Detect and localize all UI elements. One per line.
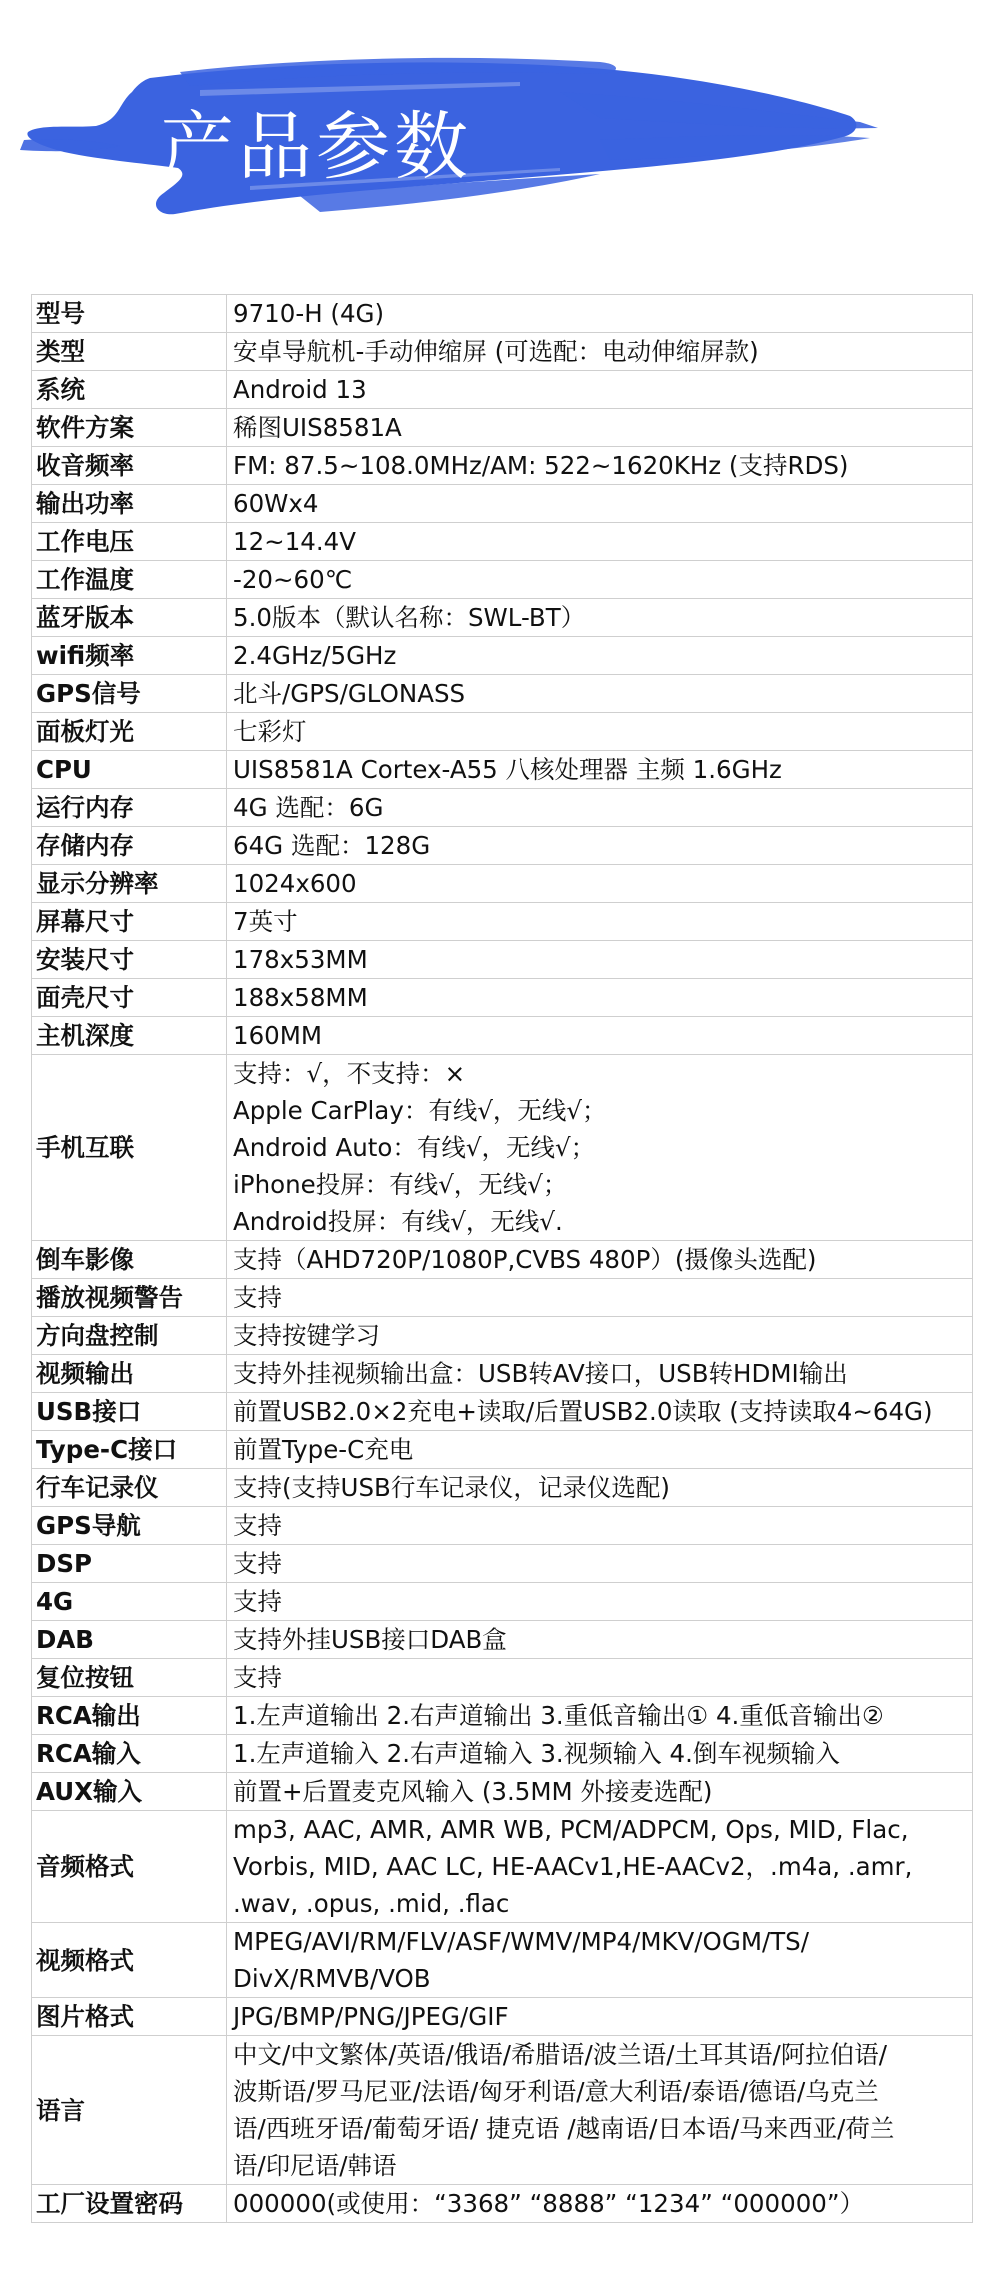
spec-row bbox=[32, 485, 973, 523]
spec-label: 复位按钮 bbox=[32, 1659, 227, 1697]
spec-row bbox=[32, 1241, 973, 1279]
spec-row bbox=[32, 1355, 973, 1393]
spec-value: 5.0版本（默认名称：SWL-BT） bbox=[227, 599, 973, 637]
spec-label: 播放视频警告 bbox=[32, 1279, 227, 1317]
spec-value: -20~60℃ bbox=[227, 561, 973, 599]
spec-row bbox=[32, 1583, 973, 1621]
spec-label: 图片格式 bbox=[32, 1998, 227, 2036]
spec-label: 视频输出 bbox=[32, 1355, 227, 1393]
spec-row bbox=[32, 979, 973, 1017]
spec-value: 北斗/GPS/GLONASS bbox=[227, 675, 973, 713]
spec-label: 显示分辨率 bbox=[32, 865, 227, 903]
spec-row bbox=[32, 827, 973, 865]
spec-row bbox=[32, 1055, 973, 1241]
spec-row bbox=[32, 1773, 973, 1811]
spec-value: 12~14.4V bbox=[227, 523, 973, 561]
spec-value: 4G 选配：6G bbox=[227, 789, 973, 827]
spec-row bbox=[32, 561, 973, 599]
spec-row bbox=[32, 1923, 973, 1998]
spec-row bbox=[32, 1317, 973, 1355]
spec-row bbox=[32, 941, 973, 979]
spec-label: 软件方案 bbox=[32, 409, 227, 447]
spec-label: RCA输入 bbox=[32, 1735, 227, 1773]
spec-label: 存储内存 bbox=[32, 827, 227, 865]
spec-row bbox=[32, 599, 973, 637]
spec-label: GPS导航 bbox=[32, 1507, 227, 1545]
spec-label: 倒车影像 bbox=[32, 1241, 227, 1279]
spec-value: 支持（AHD720P/1080P,CVBS 480P）(摄像头选配) bbox=[227, 1241, 973, 1279]
spec-value: FM: 87.5~108.0MHz/AM: 522~1620KHz (支持RDS) bbox=[227, 447, 973, 485]
spec-value: 1.左声道输入 2.右声道输入 3.视频输入 4.倒车视频输入 bbox=[227, 1735, 973, 1773]
title-banner bbox=[0, 0, 1000, 260]
spec-row bbox=[32, 1735, 973, 1773]
spec-value: 安卓导航机-手动伸缩屏 (可选配：电动伸缩屏款) bbox=[227, 333, 973, 371]
spec-label: Type-C接口 bbox=[32, 1431, 227, 1469]
spec-row bbox=[32, 1017, 973, 1055]
spec-row bbox=[32, 1659, 973, 1697]
spec-value: UIS8581A Cortex-A55 八核处理器 主频 1.6GHz bbox=[227, 751, 973, 789]
spec-label: 类型 bbox=[32, 333, 227, 371]
spec-label: 屏幕尺寸 bbox=[32, 903, 227, 941]
spec-row bbox=[32, 1507, 973, 1545]
spec-row bbox=[32, 903, 973, 941]
spec-value: 支持(支持USB行车记录仪，记录仪选配) bbox=[227, 1469, 973, 1507]
spec-row bbox=[32, 2036, 973, 2185]
spec-row bbox=[32, 675, 973, 713]
spec-row bbox=[32, 1431, 973, 1469]
spec-row bbox=[32, 713, 973, 751]
spec-label: wifi频率 bbox=[32, 637, 227, 675]
spec-value: 64G 选配：128G bbox=[227, 827, 973, 865]
spec-row bbox=[32, 333, 973, 371]
spec-value: 稀图UIS8581A bbox=[227, 409, 973, 447]
spec-label: 工作电压 bbox=[32, 523, 227, 561]
spec-label: 面壳尺寸 bbox=[32, 979, 227, 1017]
spec-label: 面板灯光 bbox=[32, 713, 227, 751]
spec-value: 支持外挂USB接口DAB盒 bbox=[227, 1621, 973, 1659]
spec-value: 七彩灯 bbox=[227, 713, 973, 751]
spec-value: 9710-H (4G) bbox=[227, 295, 973, 333]
spec-value: 1024x600 bbox=[227, 865, 973, 903]
spec-row bbox=[32, 865, 973, 903]
spec-label: RCA输出 bbox=[32, 1697, 227, 1735]
spec-row bbox=[32, 1279, 973, 1317]
spec-row bbox=[32, 1621, 973, 1659]
spec-label: 蓝牙版本 bbox=[32, 599, 227, 637]
spec-value: 支持按键学习 bbox=[227, 1317, 973, 1355]
spec-row bbox=[32, 523, 973, 561]
spec-label: USB接口 bbox=[32, 1393, 227, 1431]
spec-value: Android 13 bbox=[227, 371, 973, 409]
spec-value: JPG/BMP/PNG/JPEG/GIF bbox=[227, 1998, 973, 2036]
spec-label: 方向盘控制 bbox=[32, 1317, 227, 1355]
spec-row bbox=[32, 1545, 973, 1583]
spec-label: 4G bbox=[32, 1583, 227, 1621]
page-title: 产品参数 bbox=[160, 104, 472, 190]
spec-label: CPU bbox=[32, 751, 227, 789]
spec-label: 语言 bbox=[32, 2036, 227, 2185]
spec-row bbox=[32, 1811, 973, 1923]
spec-table bbox=[31, 294, 973, 2223]
spec-table-body bbox=[32, 295, 973, 2223]
spec-value: 支持 bbox=[227, 1545, 973, 1583]
spec-row bbox=[32, 1697, 973, 1735]
spec-value: 前置USB2.0×2充电+读取/后置USB2.0读取 (支持读取4~64G) bbox=[227, 1393, 973, 1431]
spec-value: 支持外挂视频输出盒：USB转AV接口，USB转HDMI输出 bbox=[227, 1355, 973, 1393]
spec-label: AUX输入 bbox=[32, 1773, 227, 1811]
spec-label: GPS信号 bbox=[32, 675, 227, 713]
spec-value: 2.4GHz/5GHz bbox=[227, 637, 973, 675]
spec-row bbox=[32, 789, 973, 827]
spec-row bbox=[32, 637, 973, 675]
spec-value: 前置+后置麦克风输入 (3.5MM 外接麦选配) bbox=[227, 1773, 973, 1811]
spec-label: 运行内存 bbox=[32, 789, 227, 827]
spec-label: 安装尺寸 bbox=[32, 941, 227, 979]
spec-row bbox=[32, 409, 973, 447]
spec-value: 前置Type-C充电 bbox=[227, 1431, 973, 1469]
spec-row bbox=[32, 2185, 973, 2223]
spec-label: 手机互联 bbox=[32, 1055, 227, 1241]
spec-value: 支持：√，不支持：× Apple CarPlay：有线√，无线√； Android Auto：有线√，无线√； iPhone投屏：有线√，无线√； Android投屏：有线√，无线√. bbox=[227, 1055, 973, 1241]
spec-value: 60Wx4 bbox=[227, 485, 973, 523]
spec-value: 1.左声道输出 2.右声道输出 3.重低音输出① 4.重低音输出② bbox=[227, 1697, 973, 1735]
spec-label: DAB bbox=[32, 1621, 227, 1659]
spec-row bbox=[32, 447, 973, 485]
spec-row bbox=[32, 1469, 973, 1507]
spec-value: 支持 bbox=[227, 1279, 973, 1317]
spec-row bbox=[32, 1998, 973, 2036]
spec-value: 7英寸 bbox=[227, 903, 973, 941]
spec-label: 型号 bbox=[32, 295, 227, 333]
spec-row bbox=[32, 751, 973, 789]
spec-value: 188x58MM bbox=[227, 979, 973, 1017]
spec-label: 音频格式 bbox=[32, 1811, 227, 1923]
spec-row bbox=[32, 295, 973, 333]
spec-value: 支持 bbox=[227, 1659, 973, 1697]
spec-label: 工作温度 bbox=[32, 561, 227, 599]
spec-label: DSP bbox=[32, 1545, 227, 1583]
spec-label: 收音频率 bbox=[32, 447, 227, 485]
spec-value: 000000(或使用：“3368” “8888” “1234” “000000”） bbox=[227, 2185, 973, 2223]
spec-value: MPEG/AVI/RM/FLV/ASF/WMV/MP4/MKV/OGM/TS/ DivX/RMVB/VOB bbox=[227, 1923, 973, 1998]
spec-value: 支持 bbox=[227, 1507, 973, 1545]
spec-label: 输出功率 bbox=[32, 485, 227, 523]
spec-label: 行车记录仪 bbox=[32, 1469, 227, 1507]
spec-label: 工厂设置密码 bbox=[32, 2185, 227, 2223]
spec-label: 视频格式 bbox=[32, 1923, 227, 1998]
spec-value: 支持 bbox=[227, 1583, 973, 1621]
spec-value: 178x53MM bbox=[227, 941, 973, 979]
brush-stroke-background bbox=[0, 0, 1000, 260]
spec-row bbox=[32, 371, 973, 409]
spec-value: 中文/中文繁体/英语/俄语/希腊语/波兰语/土耳其语/阿拉伯语/ 波斯语/罗马尼亚/法语/匈牙利语/意大利语/泰语/德语/乌克兰 语/西班牙语/葡萄牙语/ 捷克语 /越南语/日本语/马来西亚/荷兰 语/印尼语/韩语 bbox=[227, 2036, 973, 2185]
spec-label: 系统 bbox=[32, 371, 227, 409]
spec-row bbox=[32, 1393, 973, 1431]
spec-label: 主机深度 bbox=[32, 1017, 227, 1055]
spec-value: mp3, AAC, AMR, AMR WB, PCM/ADPCM, Ops, MID, Flac, Vorbis, MID, AAC LC, HE-AACv1,HE-AACv2，.m4a, .amr, .wav, .opus, .mid, .flac bbox=[227, 1811, 973, 1923]
spec-value: 160MM bbox=[227, 1017, 973, 1055]
